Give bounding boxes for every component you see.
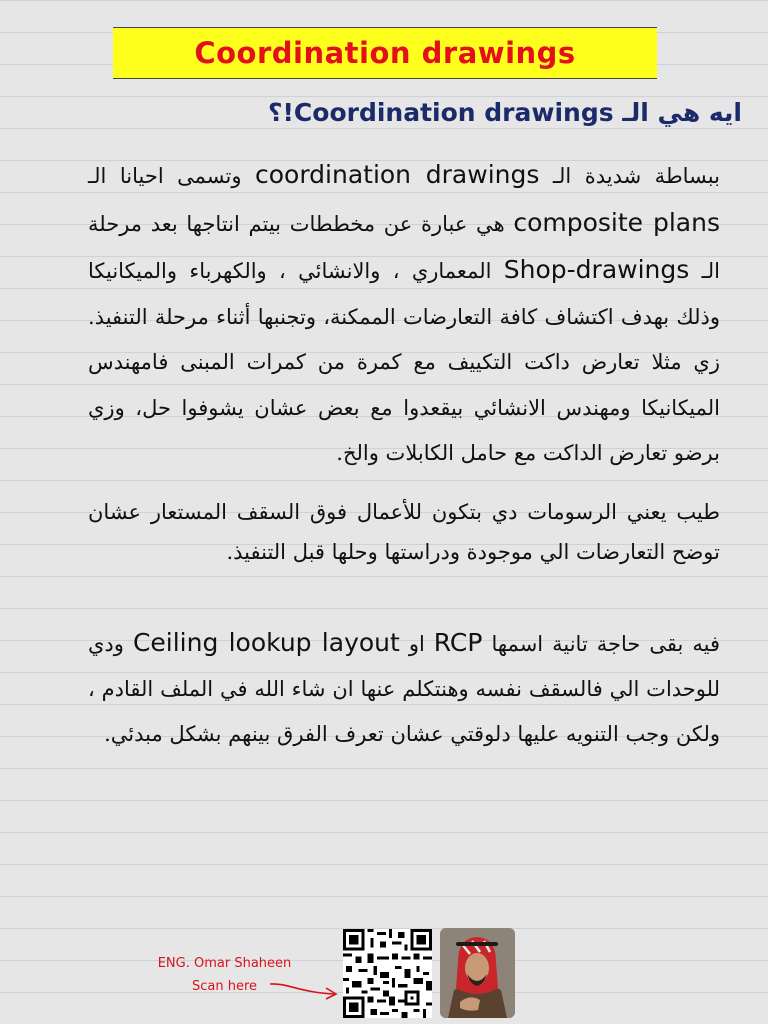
p1-term-composite: composite plans [513, 207, 720, 237]
paragraph-purpose [88, 492, 720, 572]
paragraph-rcp [88, 620, 720, 757]
title-banner [113, 27, 657, 79]
p1-term-shop-drawings: Shop-drawings [503, 255, 690, 284]
p1-text-1: ببساطة شديدة الـ [552, 164, 720, 188]
p3-term-rcp: RCP [433, 628, 483, 657]
section-heading [22, 98, 742, 127]
heading-suffix: !؟ [268, 98, 294, 127]
p3-text-3: ودي للوحدات الي فالسقف نفسه وهنتكلم عنها ان شاء الله في الملف القادم ، ولكن وجب التنويه عليها دلوقتي عشان تعرف الفرق بينهم بشكل مبدئي. [88, 632, 720, 746]
author-name: ENG. Omar Shaheen [157, 956, 292, 971]
heading-prefix: ايه هي الـ [622, 98, 742, 127]
p1-term-coordination: coordination drawings [254, 160, 540, 189]
p1-text-2: وتسمى احيانا الـ [88, 164, 242, 188]
p3-text-1: فيه بقى حاجة تانية اسمها [491, 632, 720, 656]
arrow-right-icon [268, 980, 344, 1004]
p3-text-2: او [408, 632, 425, 656]
p3-term-ceiling-lookup: Ceiling lookup layout [132, 628, 400, 657]
p1-text-4: المعماري ، والانشائي ، والكهرباء والميكانيكا وذلك بهدف اكتشاف كافة التعارضات الممكنة، وتجنبها أثناء مرحلة التنفيذ. زي مثلا تعارض داكت التكييف مع كمرة من كمرات المبنى فامهندس الميكانيكا ومهندس الانشائي بيقعدوا مع بعض عشان يشوفوا حل، وزي برضو تعارض الداكت مع حامل الكابلات والخ. [88, 259, 720, 465]
p1-text-3: هي عبارة عن مخططات بيتم انتاجها بعد مرحلة الـ [88, 211, 720, 283]
heading-term: Coordination drawings [293, 98, 614, 127]
page-title: Coordination drawings [194, 36, 576, 70]
qr-code[interactable] [343, 929, 432, 1018]
scan-label: Scan here [191, 979, 258, 994]
p2-text: طيب يعني الرسومات دي بتكون للأعمال فوق السقف المستعار عشان توضح التعارضات الي موجودة ودراستها وحلها قبل التنفيذ. [88, 500, 720, 564]
paragraph-definition [88, 152, 720, 477]
author-photo [440, 928, 515, 1018]
author-portrait [440, 928, 515, 1018]
